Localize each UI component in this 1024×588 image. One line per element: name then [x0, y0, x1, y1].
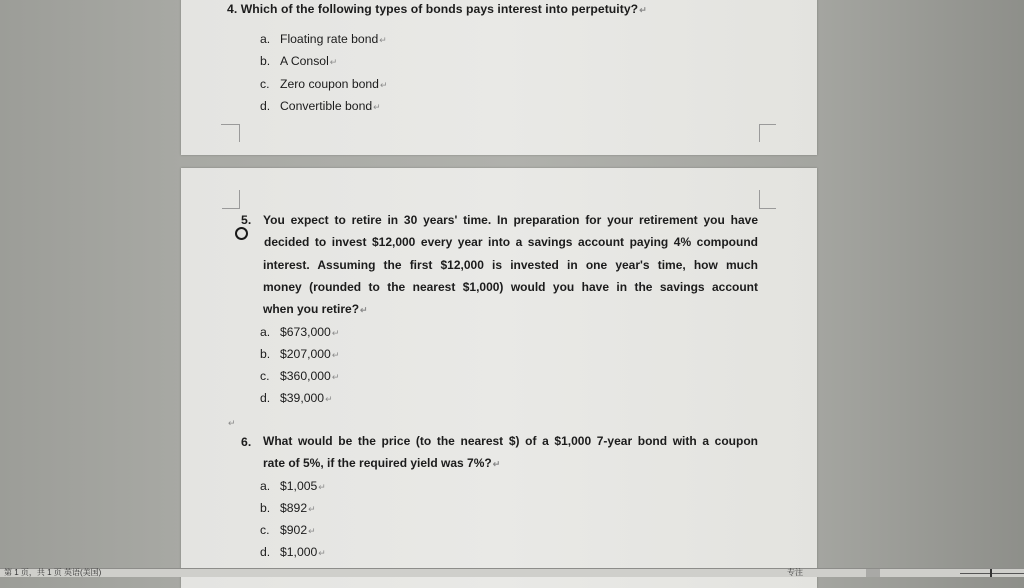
paragraph-mark-icon: ↵: [331, 328, 340, 338]
question-5-option-a[interactable]: a. $673,000↵: [260, 325, 340, 339]
empty-paragraph-mark: [227, 415, 236, 429]
paragraph-mark-icon: ↵: [492, 459, 501, 470]
zoom-slider[interactable]: [960, 573, 1024, 574]
question-5-option-b[interactable]: b. $207,000↵: [260, 347, 340, 361]
paragraph-mark-icon: ↵: [228, 418, 236, 428]
focus-mode-button[interactable]: 专注: [787, 568, 803, 577]
paragraph-mark-icon: ↵: [308, 504, 316, 514]
document-page-2: [181, 168, 817, 588]
paragraph-mark-icon: ↵: [325, 394, 333, 404]
question-5-number: 5.: [241, 213, 252, 227]
paragraph-mark-icon: ↵: [639, 5, 647, 15]
question-6-text[interactable]: What would be the price (to the nearest $) of a $1,000 7-year bond with a coupon rate of 5%, if the required yield was 7%?↵: [263, 434, 758, 471]
question-4-option-a[interactable]: a. Floating rate bond↵: [260, 32, 387, 46]
crop-mark-top-left-icon: [222, 190, 240, 209]
paragraph-mark-icon: ↵: [379, 80, 388, 90]
status-page-info[interactable]: 第 1 页，共 1 页 英语(美国): [4, 568, 102, 577]
question-5-text[interactable]: You expect to retire in 30 years' time. In preparation for your retirement you have decided to invest $12,000 every year into a savings account paying 4% compound interest. Assuming the first $12,000 is invested in one year's time, how much money (rounded to the nearest $1,000) would you have in the savings account when you retire?↵: [263, 213, 758, 317]
paragraph-mark-icon: ↵: [329, 57, 338, 67]
question-6-option-d[interactable]: d. $1,000↵: [260, 545, 326, 559]
paragraph-mark-icon: ↵: [308, 526, 316, 536]
paragraph-mark-icon: ↵: [331, 372, 340, 382]
crop-mark-bottom-right-icon: [759, 124, 776, 142]
question-4-title[interactable]: 4. Which of the following types of bonds pays interest into perpetuity?↵: [227, 2, 647, 16]
question-6-number: 6.: [241, 435, 252, 449]
paragraph-mark-icon: ↵: [379, 35, 387, 45]
question-6-option-b[interactable]: b. $892↵: [260, 501, 316, 515]
paragraph-mark-icon: ↵: [318, 548, 326, 558]
crop-mark-top-right-icon: [759, 190, 776, 209]
document-page-1: [181, 0, 817, 155]
paragraph-mark-icon: ↵: [360, 305, 368, 316]
paragraph-mark-icon: ↵: [373, 102, 381, 112]
question-5-option-d[interactable]: d. $39,000↵: [260, 391, 333, 405]
anchor-circle-icon: [235, 227, 248, 240]
question-4-option-b[interactable]: b. A Consol↵: [260, 54, 338, 68]
question-5-option-c[interactable]: c. $360,000↵: [260, 369, 340, 383]
question-6-option-a[interactable]: a. $1,005↵: [260, 479, 326, 493]
paragraph-mark-icon: ↵: [331, 350, 340, 360]
question-4-option-d[interactable]: d. Convertible bond↵: [260, 99, 381, 113]
question-6-option-c[interactable]: c. $902↵: [260, 523, 316, 537]
paragraph-mark-icon: ↵: [318, 482, 326, 492]
question-4-option-c[interactable]: c. Zero coupon bond↵: [260, 77, 388, 91]
crop-mark-bottom-left-icon: [221, 124, 240, 142]
